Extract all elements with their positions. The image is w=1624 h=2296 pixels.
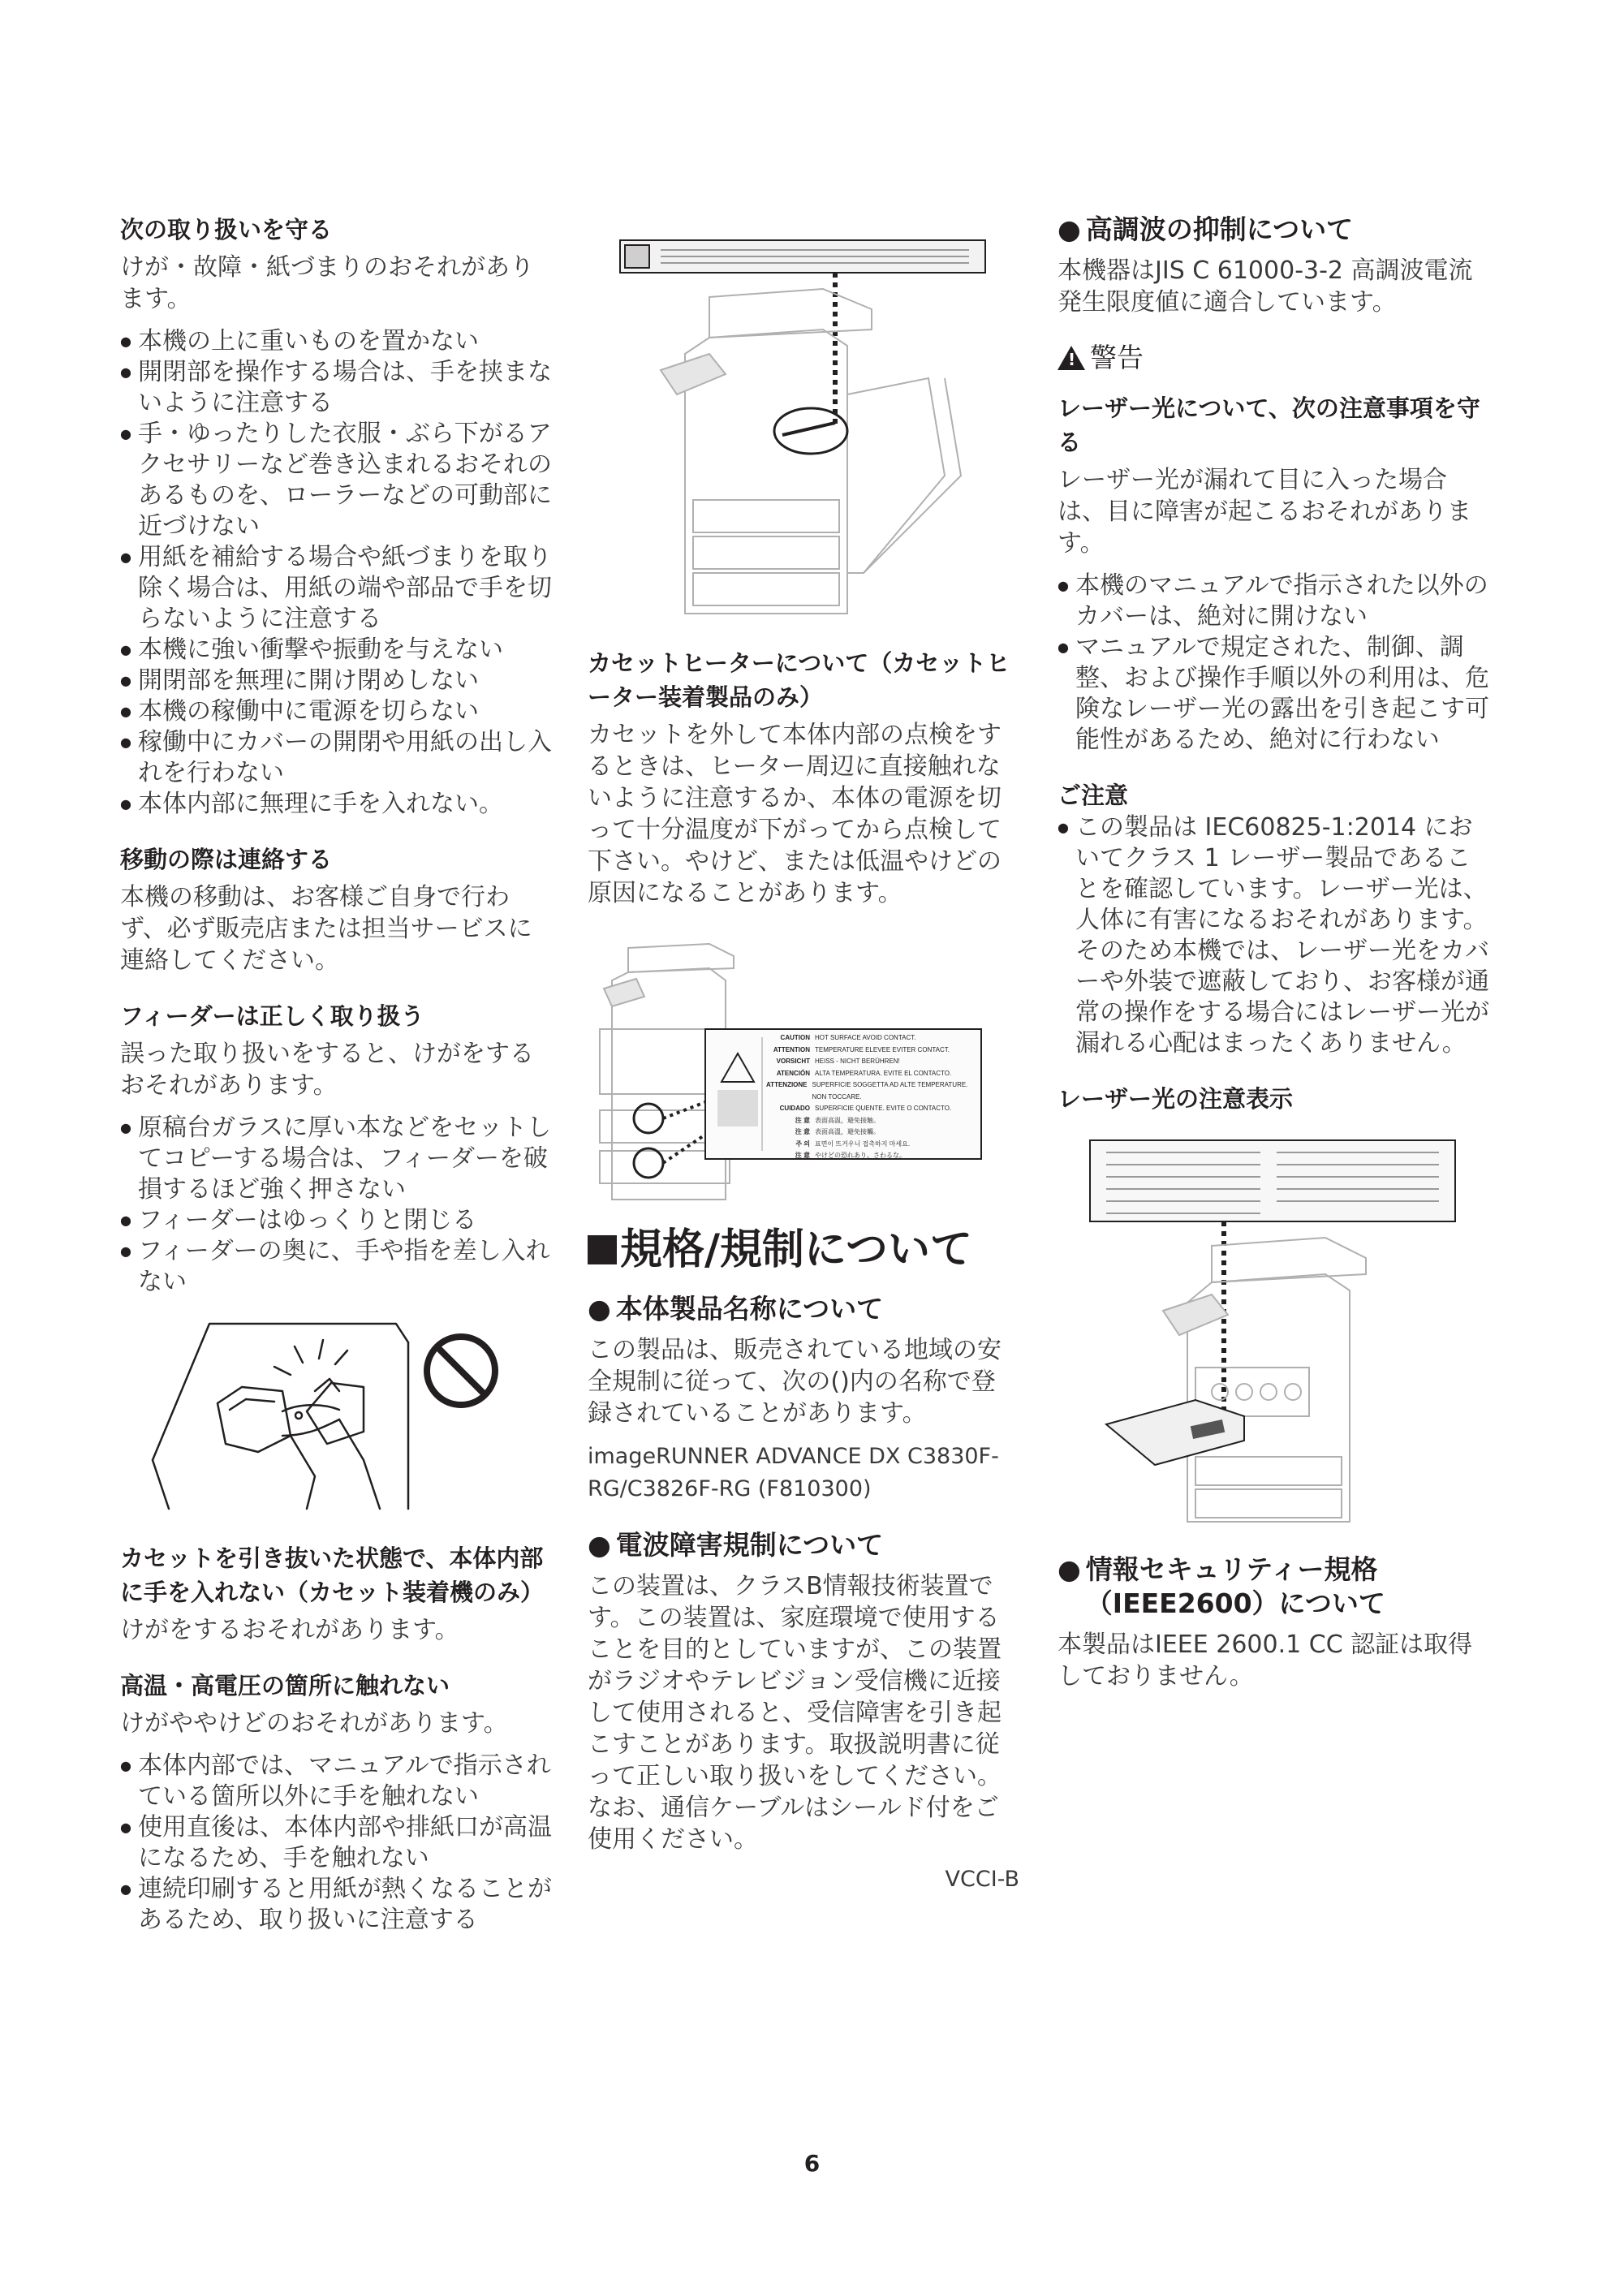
circle-bullet-icon: ● (1058, 1553, 1081, 1585)
column-middle (588, 232, 1019, 1896)
label-word: ATTENTION (773, 1045, 810, 1053)
feeder-hand-illustration (120, 1314, 552, 1525)
warning-heading (1058, 341, 1489, 375)
circle-bullet-icon: ● (588, 1293, 611, 1325)
label-text: SUPERFICIE SOGGETTA AD ALTE TEMPERATURE. NON TOCCARE. (812, 1081, 968, 1101)
heading-laser-label: レーザー光の注意表示 (1058, 1085, 1294, 1113)
heading-product-name (588, 1292, 1019, 1326)
label-word: 注 意 (795, 1152, 810, 1159)
heading-hot: 高温・高電圧の箇所に触れない (120, 1672, 450, 1699)
heading-cassette: カセットを引き抜いた状態で、本体内部に手を入れない（カセット装着機のみ） (120, 1544, 545, 1606)
label-text: やけどの恐れあり。さわるな。 (815, 1152, 906, 1159)
list-item: ● 連続印刷すると用紙が熱くなることがあるため、取り扱いに注意する (120, 1874, 552, 1936)
page-number: 6 (803, 2150, 821, 2177)
label-word: ATTENZIONE (766, 1081, 808, 1088)
heading-text: 情報セキュリティー規格（IEEE2600）について (1085, 1553, 1385, 1619)
heading-text: 本体製品名称について (615, 1293, 884, 1325)
label-row (766, 1126, 979, 1139)
label-row (766, 1139, 979, 1151)
circle-bullet-icon: ● (1058, 213, 1081, 245)
label-row (766, 1079, 979, 1103)
list-item: ● 用紙を補給する場合や紙づまりを取り除く場合は、用紙の端や部品で手を切らないように注意する (120, 542, 552, 635)
handling-list (120, 326, 552, 820)
laser-label-illustration (1058, 1132, 1489, 1530)
label-text: HOT SURFACE AVOID CONTACT. (815, 1034, 916, 1041)
printer-heater-illustration (588, 932, 1019, 1208)
heading-laser: レーザー光について、次の注意事項を守る (1058, 394, 1480, 456)
label-row (766, 1068, 979, 1080)
list-item: ● 本機の上に重いものを置かない (120, 326, 552, 357)
list-item: ● 原稿台ガラスに厚い本などをセットしてコピーする場合は、フィーダーを破損するほど強く押さない (120, 1113, 552, 1205)
hot-list (120, 1751, 552, 1936)
heading-text: 高調波の抑制について (1085, 213, 1354, 245)
harmonics-text: 本機器はJIS C 61000-3-2 高調波電流発生限度値に適合しています。 (1058, 256, 1473, 317)
cassette-text: けがをするおそれがあります。 (120, 1616, 459, 1644)
column-right (1058, 213, 1489, 1692)
label-text: 表面高溫，避免接觸。 (815, 1128, 880, 1135)
laser-list (1058, 571, 1489, 756)
label-word: ATENCIÓN (776, 1069, 810, 1077)
square-bullet-icon (588, 1235, 617, 1264)
label-row (766, 1032, 979, 1045)
warning-text: 警告 (1090, 342, 1144, 373)
feeder-intro: 誤った取り扱いをすると、けがをするおそれがあります。 (120, 1040, 534, 1100)
radio-text: この装置は、クラスB情報技術装置です。この装置は、家庭環境で使用することを目的としていますが、この装置がラジオやテレビジョン受信機に近接して使用されると、受信障害を引き起こすことがあります。取扱説明書に従って正しい取り扱いをしてください。なお、通信ケーブルはシールド付をご使用ください。 (588, 1572, 1002, 1854)
list-item: ● 使用直後は、本体内部や排紙口が高温になるため、手を触れない (120, 1812, 552, 1874)
heading-harmonics (1058, 213, 1489, 247)
label-word: 주 의 (795, 1139, 810, 1148)
label-word: 注 意 (795, 1116, 810, 1124)
label-word: VORSICHT (776, 1058, 810, 1065)
printer-laser-label-illustration (1058, 1132, 1489, 1530)
note-list (1058, 812, 1489, 1059)
hot-intro: けがややけどのおそれがあります。 (120, 1709, 508, 1738)
hand-pinch-illustration (120, 1314, 552, 1525)
label-word: 注 意 (795, 1128, 810, 1135)
list-item: ● フィーダーはゆっくりと閉じる (120, 1205, 552, 1236)
heading-note: ご注意 (1058, 782, 1129, 809)
label-text: TEMPERATURE ELEVEE EVITER CONTACT. (815, 1045, 950, 1053)
label-row (766, 1115, 979, 1127)
list-item: ● 本機のマニュアルで指示された以外のカバーは、絶対に開けない (1058, 571, 1489, 632)
section-title-text: 規格/規制について (620, 1226, 972, 1274)
section-title-standards (588, 1224, 1019, 1276)
list-item: ● 本体内部では、マニュアルで指示されている箇所以外に手を触れない (120, 1751, 552, 1812)
heading-radio (588, 1528, 1019, 1562)
list-item: ● 手・ゆったりした衣服・ぶら下がるアクセサリーなど巻き込まれるおそれのあるものを、ローラーなどの可動部に近づけない (120, 419, 552, 542)
model-name: imageRUNNER ADVANCE DX C3830F-RG/C3826F-RG (F810300) (588, 1444, 999, 1501)
hot-surface-label (766, 1032, 979, 1162)
heading-handling: 次の取り扱いを守る (120, 216, 333, 243)
label-word: CAUTION (780, 1034, 810, 1041)
list-item: ● 稼働中にカバーの開閉や用紙の出し入れを行わない (120, 727, 552, 789)
list-item: ● 本機の稼働中に電源を切らない (120, 696, 552, 727)
heading-text: 電波障害規制について (615, 1529, 884, 1561)
cassette-heater-text: カセットを外して本体内部の点検をするときは、ヒーター周辺に直接触れないように注意するか、本体の電源を切って十分温度が下がってから点検して下さい。やけど、または低温やけどの原因になることがあります。 (588, 721, 1002, 907)
feeder-list (120, 1113, 552, 1298)
list-item: ● マニュアルで規定された、制御、調整、および操作手順以外の利用は、危険なレーザー光の露出を引き起こす可能性があるため、絶対に行わない (1058, 632, 1489, 756)
label-row (766, 1150, 979, 1162)
list-item: ● 開閉部を操作する場合は、手を挟まないように注意する (120, 357, 552, 419)
label-text: 表面高温，避免接触。 (815, 1116, 880, 1124)
moving-text: 本機の移動は、お客様ご自身で行わず、必ず販売店または担当サービスに連絡してください。 (120, 883, 532, 975)
heading-moving: 移動の際は連絡する (120, 846, 333, 873)
label-text: HEISS - NICHT BERÜHREN! (815, 1058, 900, 1065)
printer-hot-label-illustration (588, 232, 1019, 638)
label-text: SUPERFICIE QUENTE. EVITE O CONTACTO. (815, 1105, 952, 1112)
label-row (766, 1056, 979, 1068)
list-item: ● 開閉部を無理に開け閉めしない (120, 666, 552, 696)
laser-intro: レーザー光が漏れて目に入った場合は、目に障害が起こるおそれがあります。 (1058, 466, 1471, 558)
printer-open-door-illustration (588, 232, 1019, 638)
label-row (766, 1045, 979, 1057)
list-item: ● この製品は IEC60825-1:2014 においてクラス 1 レーザー製品であることを確認しています。レーザー光は、人体に有害になるおそれがあります。そのため本機では、レーザー光をカバーや外装で遮蔽しており、お客様が通常の操作をする場合にはレーザー光が漏れる心配はまったくありません。 (1058, 812, 1489, 1059)
security-text: 本製品はIEEE 2600.1 CC 認証は取得しておりません。 (1058, 1630, 1473, 1691)
label-row (766, 1103, 979, 1115)
heading-feeder: フィーダーは正しく取り扱う (120, 1002, 424, 1030)
list-item: ● 本体内部に無理に手を入れない。 (120, 789, 552, 820)
warning-icon: ! (1058, 346, 1085, 370)
list-item: ● フィーダーの奥に、手や指を差し入れない (120, 1236, 552, 1298)
heading-security (1058, 1553, 1489, 1621)
product-name-text: この製品は、販売されている地域の安全規制に従って、次の()内の名称で登録されていることがあります。 (588, 1336, 1002, 1428)
column-left (120, 213, 552, 1936)
circle-bullet-icon: ● (588, 1529, 611, 1561)
label-text: ALTA TEMPERATURA. EVITE EL CONTACTO. (815, 1069, 952, 1077)
label-text: 표면이 뜨거우니 접촉하지 마세요. (815, 1139, 911, 1148)
list-item: ● 本機に強い衝撃や振動を与えない (120, 635, 552, 666)
heading-cassette-heater: カセットヒーターについて（カセットヒーター装着製品のみ） (588, 649, 1010, 711)
handling-intro: けが・故障・紙づまりのおそれがあります。 (120, 253, 534, 313)
vcci-class: VCCI-B (945, 1867, 1019, 1892)
label-word: CUIDADO (779, 1105, 810, 1112)
